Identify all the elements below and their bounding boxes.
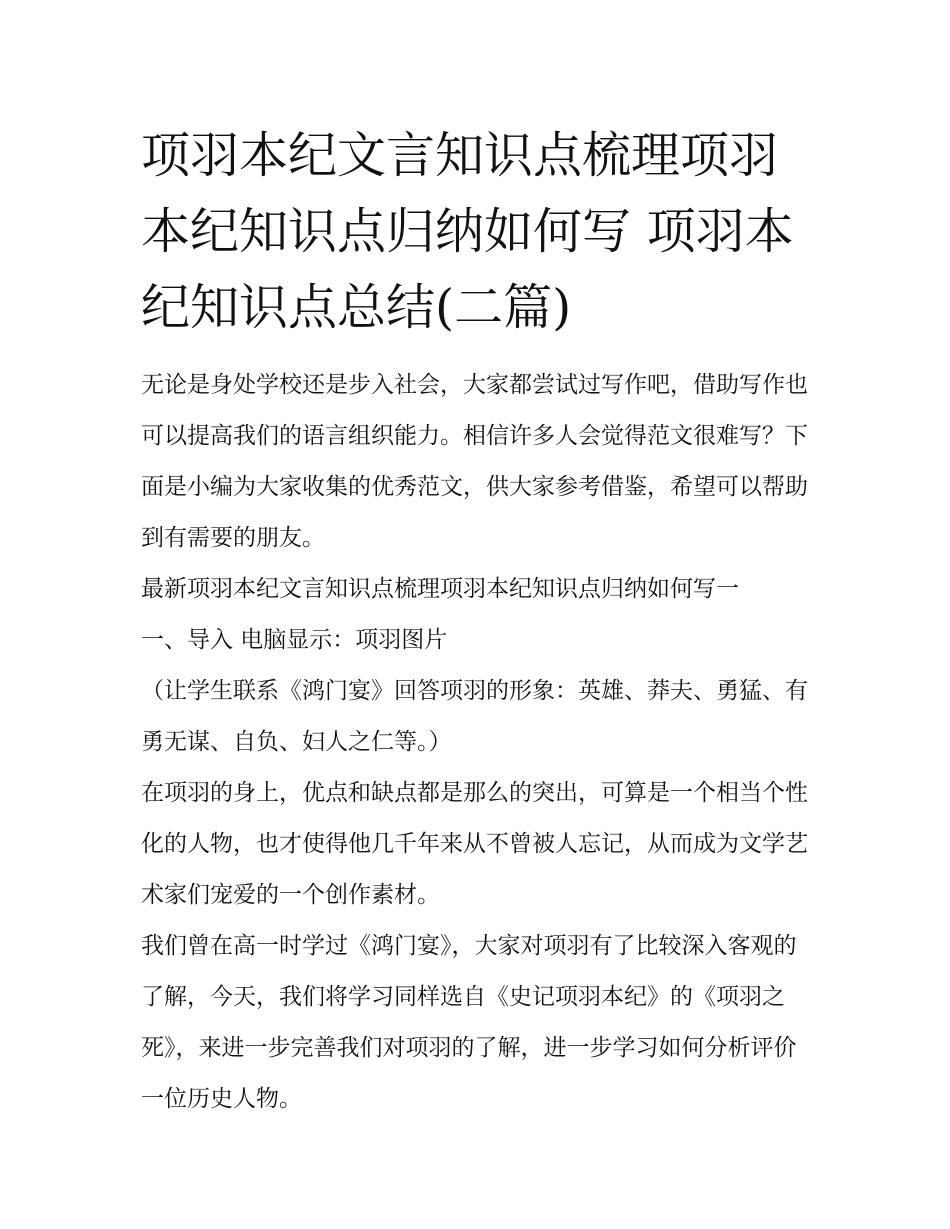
paragraph-character-analysis: 在项羽的身上，优点和缺点都是那么的突出，可算是一个相当个性化的人物，也才使得他几千年来从不曾被人忘记，从而成为文学艺术家们宠爱的一个创作素材。 xyxy=(141,780,808,908)
paragraph-student-prompt: （让学生联系《鸿门宴》回答项羽的形象：英雄、莽夫、勇猛、有勇无谋、自负、妇人之仁等。） xyxy=(141,678,808,755)
document-body xyxy=(141,118,816,1125)
paragraph-section-heading: 最新项羽本纪文言知识点梳理项羽本纪知识点归纳如何写一 xyxy=(141,576,739,602)
paragraph-intro: 无论是身处学校还是步入社会，大家都尝试过写作吧，借助写作也可以提高我们的语言组织能力。相信许多人会觉得范文很难写？下面是小编为大家收集的优秀范文，供大家参考借鉴，希望可以帮助到有需要的朋友。 xyxy=(141,372,808,551)
paragraph-lead-in: 一、导入 电脑显示：项羽图片 xyxy=(141,627,448,653)
paragraph-lesson-goal: 我们曾在高一时学过《鸿门宴》，大家对项羽有了比较深入客观的了解，今天，我们将学习同样选自《史记项羽本纪》的《项羽之死》，来进一步完善我们对项羽的了解，进一步学习如何分析评价一位历史人物。 xyxy=(141,933,797,1112)
document-title: 项羽本纪文言知识点梳理项羽本纪知识点归纳如何写 项羽本纪知识点总结(二篇) xyxy=(141,127,794,336)
